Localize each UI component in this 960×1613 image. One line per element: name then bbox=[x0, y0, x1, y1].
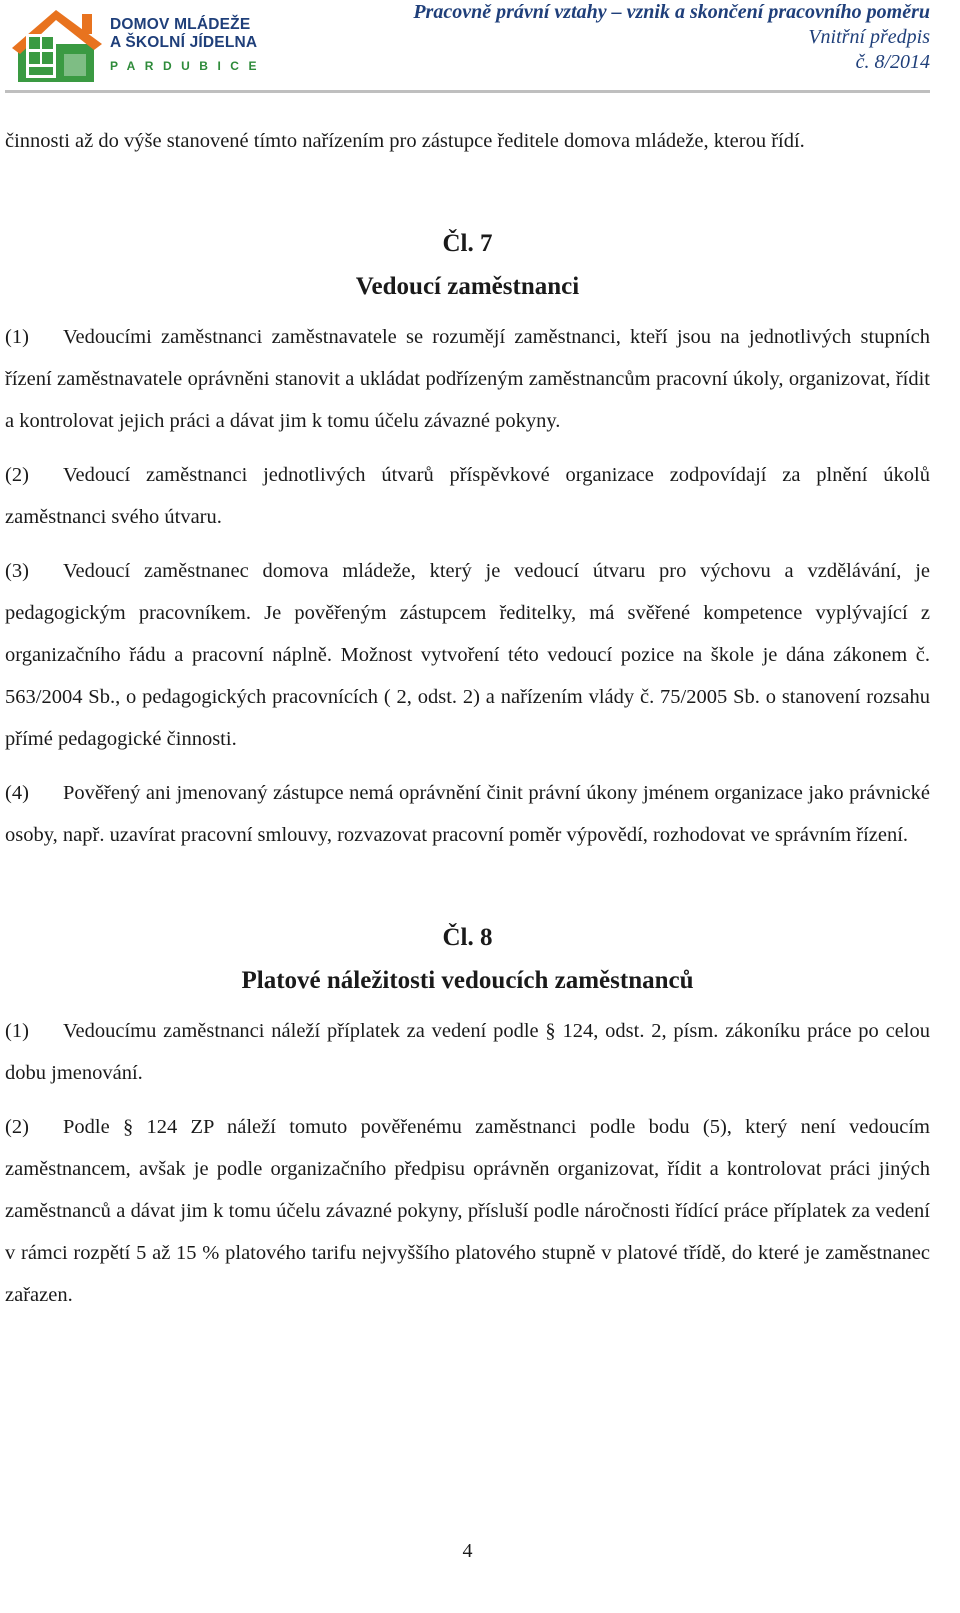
paragraph-number: (2) bbox=[5, 464, 29, 486]
paragraph-text: Vedoucí zaměstnanci jednotlivých útvarů příspěvkové organizace zodpovídají za plnění úkolů zaměstnanci svého útvaru. bbox=[5, 464, 930, 528]
article-7-paragraph-3 bbox=[5, 550, 930, 760]
paragraph-number: (4) bbox=[5, 782, 29, 804]
paragraph-text: Pověřený ani jmenovaný zástupce nemá oprávnění činit právní úkony jménem organizace jako právnické osoby, např. uzavírat pracovní smlouvy, rozvazovat pracovní poměr výpovědí, rozhodovat ve správním řízení. bbox=[5, 782, 930, 846]
article-8-paragraph-2 bbox=[5, 1106, 930, 1316]
article-8-title: Platové náležitosti vedoucích zaměstnanců bbox=[241, 967, 694, 994]
document-type: Vnitřní předpis bbox=[808, 26, 930, 48]
article-7-number: Čl. 7 bbox=[442, 230, 493, 257]
logo-text bbox=[110, 16, 266, 73]
logo-city: PARDUBICE bbox=[110, 59, 266, 73]
page-header bbox=[0, 0, 960, 100]
paragraph-text: Vedoucí zaměstnanec domova mládeže, který je vedoucí útvaru pro výchovu a vzdělávání, je pedagogickým pracovníkem. Je pověřeným zástupcem ředitelky, má svěřené kompetence vyplývající z organizačního řádu a pracovní náplně. Možnost vytvoření této vedoucí pozice na škole je dána zákonem č. 563/2004 Sb., o pedagogických pracovnících ( 2, odst. 2) a nařízením vlády č. 75/2005 Sb. o stanovení rozsahu přímé pedagogické činnosti. bbox=[5, 560, 930, 750]
document-meta bbox=[413, 0, 930, 75]
article-8-number: Čl. 8 bbox=[442, 924, 493, 951]
document-title: Pracovně právní vztahy – vznik a skončení pracovního poměru bbox=[413, 1, 930, 23]
house-logo-icon bbox=[10, 4, 106, 88]
article-7-paragraph-4 bbox=[5, 772, 930, 856]
paragraph-number: (3) bbox=[5, 560, 29, 582]
paragraph-number: (1) bbox=[5, 326, 29, 348]
document-number: č. 8/2014 bbox=[855, 51, 930, 73]
document-body bbox=[5, 120, 930, 1316]
intro-paragraph: činnosti až do výše stanovené tímto nařízením pro zástupce ředitele domova mládeže, kterou řídí. bbox=[5, 130, 805, 152]
paragraph-text: Vedoucími zaměstnanci zaměstnavatele se rozumějí zaměstnanci, kteří jsou na jednotlivých stupních řízení zaměstnavatele oprávněni stanovit a ukládat podřízeným zaměstnancům pracovní úkoly, organizovat, řídit a kontrolovat jejich práci a dávat jim k tomu účelu závazné pokyny. bbox=[5, 326, 930, 432]
article-7-paragraph-1 bbox=[5, 316, 930, 442]
page-number: 4 bbox=[462, 1540, 473, 1562]
paragraph-text: Vedoucímu zaměstnanci náleží příplatek za vedení podle § 124, odst. 2, písm. zákoníku práce po celou dobu jmenování. bbox=[5, 1020, 930, 1084]
paragraph-text: Podle § 124 ZP náleží tomuto pověřenému zaměstnanci podle bodu (5), který není vedoucím zaměstnancem, avšak je podle organizačního předpisu oprávněn organizovat, řídit a kontrolovat práci jiných zaměstnanců a dávat jim k tomu účelu závazné pokyny, přísluší podle náročnosti řídící práce příplatek za vedení v rámci rozpětí 5 až 15 % platového tarifu nejvyššího platového stupně v platové třídě, do které je zaměstnanec zařazen. bbox=[5, 1116, 930, 1306]
article-7-paragraph-2 bbox=[5, 454, 930, 538]
logo-line-2: A ŠKOLNÍ JÍDELNA bbox=[110, 34, 258, 51]
article-8-paragraph-1 bbox=[5, 1010, 930, 1094]
paragraph-number: (1) bbox=[5, 1020, 29, 1042]
paragraph-number: (2) bbox=[5, 1116, 29, 1138]
article-7-title: Vedoucí zaměstnanci bbox=[355, 273, 580, 300]
organization-logo bbox=[10, 4, 266, 88]
logo-line-1: DOMOV MLÁDEŽE bbox=[110, 16, 251, 33]
header-divider bbox=[5, 90, 930, 93]
